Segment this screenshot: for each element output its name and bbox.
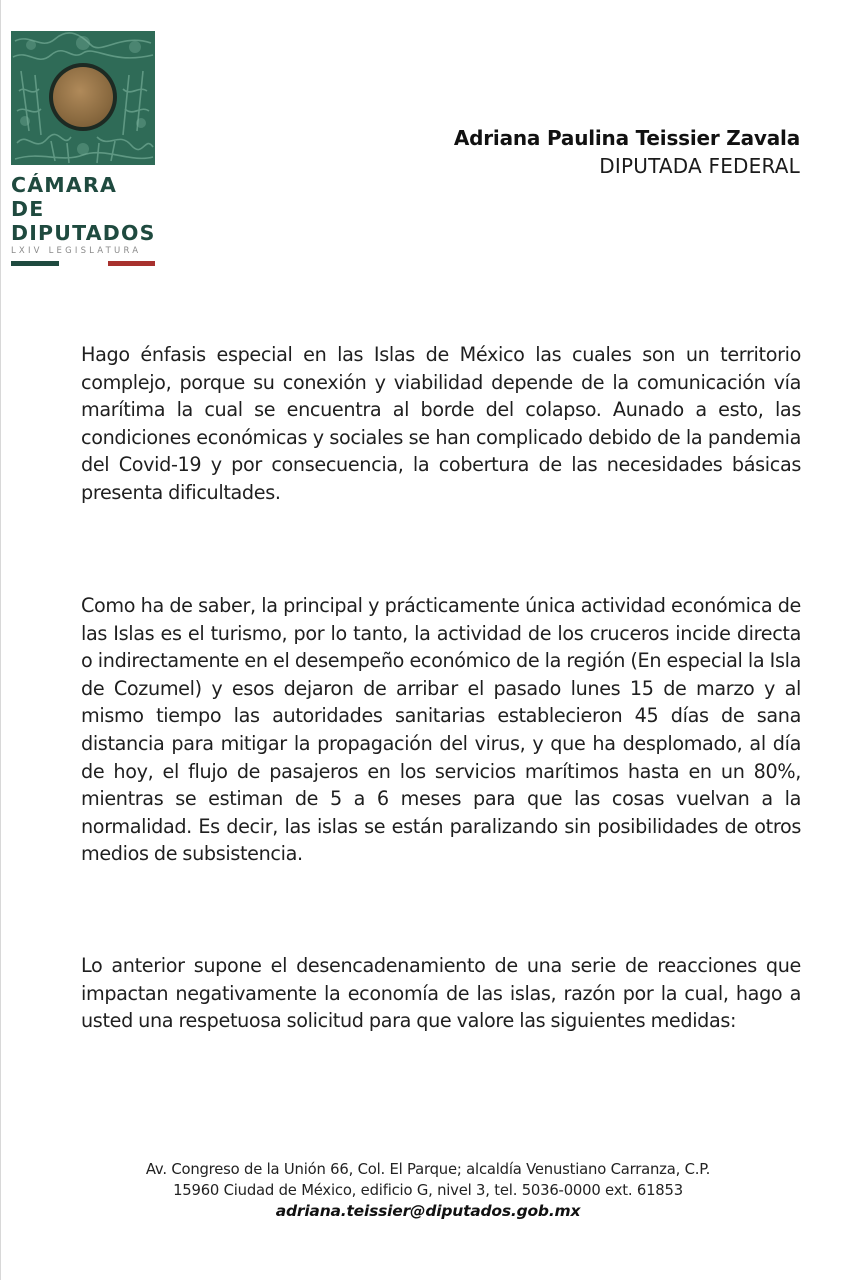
- body-paragraph: Lo anterior supone el desencadenamiento de una serie de reacciones que impactan negativamente la economía de las islas, razón por la cual, hago a usted una respetuosa solicitud para que valore las siguientes medidas:: [81, 954, 801, 1033]
- flag-bars: [11, 261, 156, 267]
- logo-title-line2: DIPUTADOS: [11, 221, 156, 245]
- page-edge: [0, 0, 1, 1280]
- body-paragraph: Hago énfasis especial en las Islas de México las cuales son un territorio complejo, porque su conexión y viabilidad depende de la comunicación vía marítima la cual se encuentra al borde del colapso. Aunado a esto, las condiciones económicas y sociales se han complicado debido de la pandemia del Covid-19 y por consecuencia, la cobertura de las necesidades básicas presenta dificultades.: [81, 343, 801, 504]
- national-seal-icon: [49, 63, 117, 131]
- logo-subtitle: LXIV LEGISLATURA: [11, 246, 142, 256]
- author-name: Adriana Paulina Teissier Zavala: [453, 126, 800, 150]
- flag-bar-green: [11, 261, 59, 266]
- footer-address-line2: 15960 Ciudad de México, edificio G, nivel 3, tel. 5036-0000 ext. 61853: [173, 1182, 683, 1199]
- footer-contact: [60, 1159, 796, 1222]
- flag-bar-red: [108, 261, 155, 266]
- author-block: [454, 124, 800, 180]
- coat-of-arms-emblem-icon: [11, 31, 155, 165]
- camara-de-diputados-logo: [11, 31, 156, 267]
- footer-address-line1: Av. Congreso de la Unión 66, Col. El Parque; alcaldía Venustiano Carranza, C.P.: [145, 1161, 711, 1178]
- author-role: DIPUTADA FEDERAL: [599, 154, 800, 178]
- logo-title: [11, 173, 156, 245]
- footer-email-link[interactable]: adriana.teissier@diputados.gob.mx: [275, 1202, 581, 1220]
- body-paragraph: Como ha de saber, la principal y prácticamente única actividad económica de las Islas es el turismo, por lo tanto, la actividad de los cruceros incide directa o indirectamente en el desempeño económico de la región (En especial la Isla de Cozumel) y esos dejaron de arribar el pasado lunes 15 de marzo y al mismo tiempo las autoridades sanitarias establecieron 45 días de sana distancia para mitigar la propagación del virus, y que ha desplomado, al día de hoy, el flujo de pasajeros en los servicios marítimos hasta en un 80%, mientras se estiman de 5 a 6 meses para que las cosas vuelvan a la normalidad. Es decir, las islas se están paralizando sin posibilidades de otros medios de subsistencia.: [81, 594, 801, 866]
- logo-title-line1: CÁMARA DE: [11, 173, 118, 221]
